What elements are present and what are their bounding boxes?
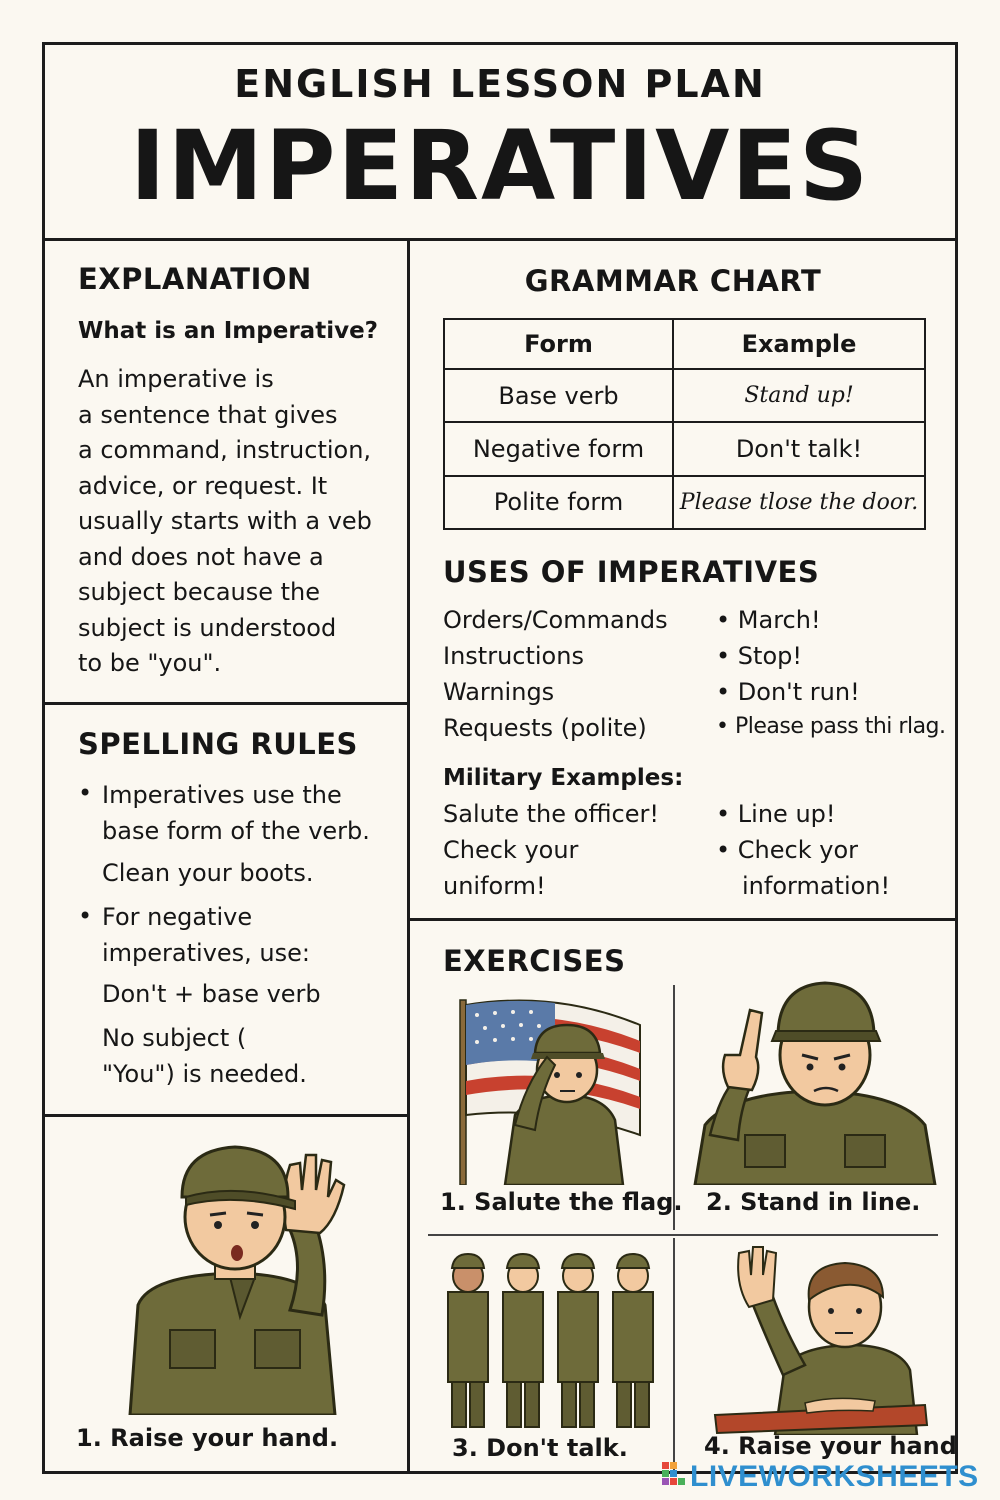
military-example: • Line up! — [716, 800, 836, 828]
soldier-raising-hand-illustration — [90, 1135, 380, 1415]
spelling-divider — [42, 1114, 408, 1117]
use-label: Orders/Commands — [443, 606, 668, 634]
military-example-text: Line up! — [737, 800, 836, 828]
header-divider — [42, 238, 958, 241]
use-example: • Stop! — [716, 642, 802, 670]
use-example-text: Please pass thi rlag. — [734, 714, 946, 739]
use-example: • Please pass thi rlag. — [716, 714, 946, 739]
uses-divider — [407, 918, 958, 921]
grammar-chart-heading: GRAMMAR CHART — [524, 264, 822, 298]
grammar-table — [443, 318, 926, 530]
example-cell: Stand up! — [673, 369, 925, 422]
student-raising-hand-illustration — [705, 1245, 935, 1435]
explanation-text — [78, 362, 398, 682]
spelling-note — [102, 1021, 307, 1092]
uses-heading: USES OF IMPERATIVES — [443, 555, 820, 589]
exercise-caption-2: 2. Stand in line. — [706, 1188, 921, 1216]
exercise-caption-4: 4. Raise your hand — [704, 1432, 957, 1460]
dont-talk-illustration — [440, 1252, 665, 1430]
military-example: information! — [742, 872, 891, 900]
explanation-line: usually starts with a veb — [78, 507, 372, 535]
lesson-title: IMPERATIVES — [129, 110, 871, 222]
exercises-heading: EXERCISES — [443, 944, 626, 978]
note-line: "You") is needed. — [102, 1059, 307, 1088]
use-example: • Don't run! — [716, 678, 860, 706]
explanation-line: to be "you". — [78, 649, 222, 677]
use-example-text: March! — [737, 606, 821, 634]
military-heading: Military Examples: — [443, 765, 684, 791]
note-line: No subject ( — [102, 1024, 247, 1052]
exercise-caption-3: 3. Don't talk. — [452, 1434, 628, 1462]
use-label: Warnings — [443, 678, 555, 706]
spelling-example-1: Clean your boots. — [102, 859, 314, 887]
military-example-text: Check yor — [737, 836, 859, 864]
left-picture-caption: 1. Raise your hand. — [76, 1424, 339, 1452]
example-cell: Don't talk! — [673, 422, 925, 475]
use-example-text: Stop! — [737, 642, 802, 670]
spelling-heading: SPELLING RULES — [78, 727, 358, 761]
stand-in-line-illustration — [690, 975, 940, 1185]
explanation-heading: EXPLANATION — [78, 262, 312, 296]
salute-flag-illustration — [455, 995, 655, 1185]
explanation-line: a sentence that gives — [78, 400, 338, 429]
table-row — [444, 422, 925, 475]
example-cell: Please tlose the door. — [673, 476, 925, 529]
use-label: Requests (polite) — [443, 714, 647, 742]
exercise-caption-1: 1. Salute the flag. — [440, 1188, 683, 1216]
explanation-line: and does not have a — [78, 542, 324, 571]
military-example: • Check yor — [716, 836, 859, 864]
liveworksheets-logo-icon — [662, 1462, 686, 1492]
military-example: Salute the officer! — [443, 800, 659, 828]
form-cell: Negative form — [444, 422, 673, 475]
explanation-line: subject because the — [78, 578, 321, 606]
rule-line: Imperatives use the — [102, 781, 342, 809]
explanation-line: advice, or request. It — [78, 471, 328, 500]
liveworksheets-logo[interactable]: LIVEWORKSHEETS — [690, 1460, 979, 1493]
form-cell: Base verb — [444, 369, 673, 422]
lesson-subtitle: ENGLISH LESSON PLAN — [234, 62, 766, 106]
bullet-dot: • — [78, 902, 93, 930]
explanation-divider — [42, 702, 408, 705]
explanation-line: subject is understood — [78, 613, 337, 642]
exercise-divider-h — [428, 1234, 938, 1236]
spelling-rule-2 — [102, 900, 310, 971]
exercise-divider-v2 — [673, 1238, 675, 1474]
use-label: Instructions — [443, 642, 584, 670]
explanation-line: a command, instruction, — [78, 436, 372, 464]
bullet-dot: • — [78, 779, 93, 807]
use-example-text: Don't run! — [737, 678, 860, 706]
table-row — [444, 476, 925, 529]
table-row — [444, 369, 925, 422]
form-cell: Polite form — [444, 476, 673, 529]
column-divider — [407, 238, 410, 1474]
explanation-question: What is an Imperative? — [78, 318, 379, 344]
military-example: uniform! — [443, 872, 546, 900]
use-example: • March! — [716, 606, 821, 634]
spelling-example-2: Don't + base verb — [102, 980, 321, 1008]
explanation-line: An imperative is — [78, 365, 274, 393]
column-header-form: Form — [444, 319, 673, 369]
rule-line: imperatives, use: — [102, 938, 310, 967]
spelling-rule-1 — [102, 778, 370, 849]
rule-line: base form of the verb. — [102, 816, 370, 845]
column-header-example: Example — [673, 319, 925, 369]
rule-line: For negative — [102, 903, 253, 931]
military-example: Check your — [443, 836, 579, 864]
